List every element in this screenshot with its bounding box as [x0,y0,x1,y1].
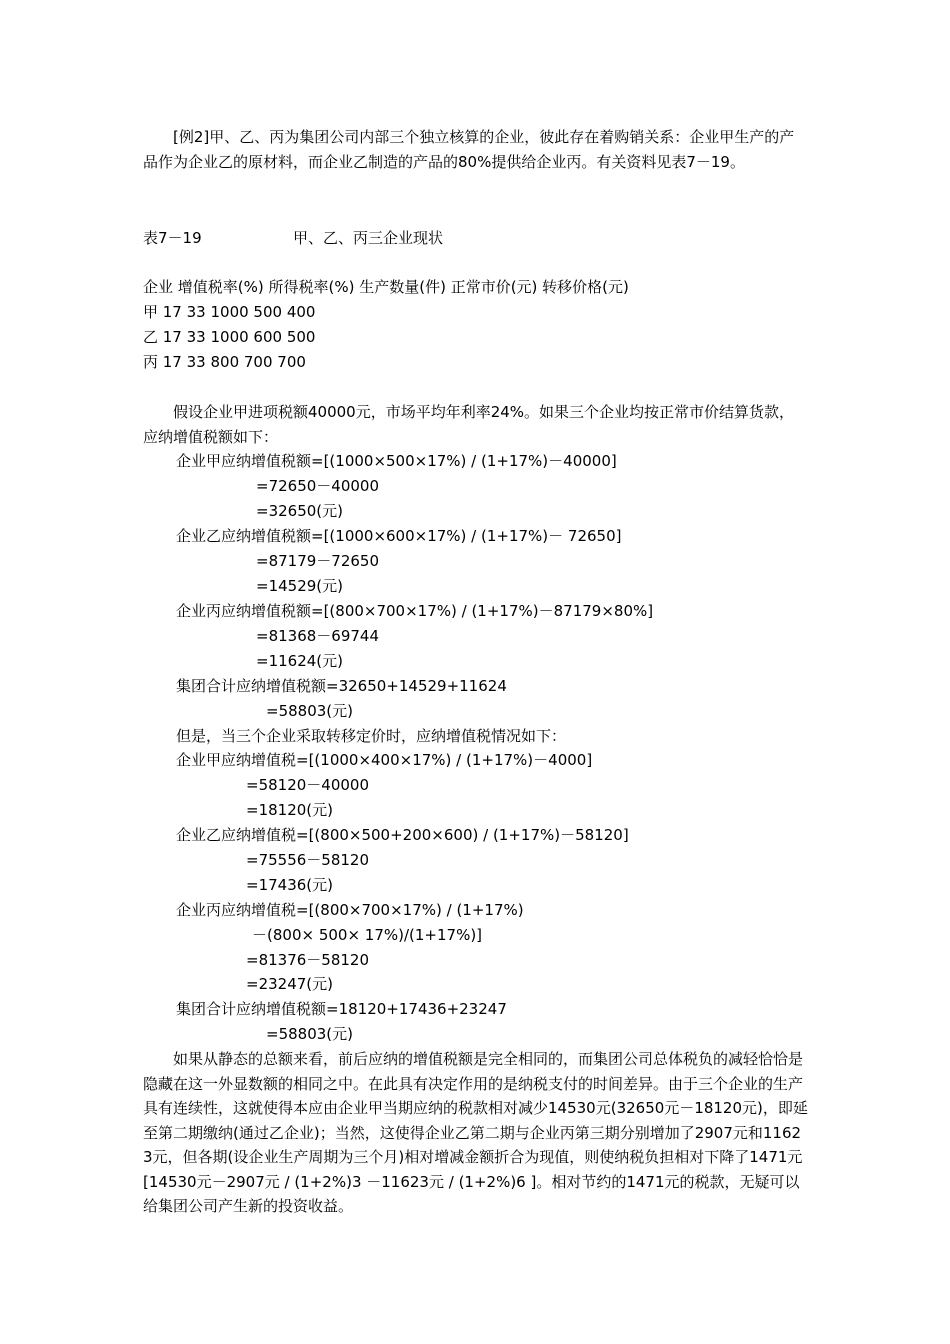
calc-line: =18120(元) [246,801,333,819]
conclusion-paragraph: 如果从静态的总额来看，前后应纳的增值税额是完全相同的，而集团公司总体税负的减轻恰恰是隐藏在这一外显数额的相同之中。在此具有决定作用的是纳税支付的时间差异。由于三个企业的生产具有连续性，这就使得本应由企业甲当期应纳的税款相对减少14530元(32650元－18120元)，即延至第二期缴纳(通过乙企业)；当然，这使得企业乙第二期与企业丙第三期分别增加了2907元和11623元，但各期(设企业生产周期为三个月)相对增减金额折合为现值，则使纳税负担相对下降了1471元[14530元－2907元 / (1+2%)3 －11623元 / (1+2%)6 ]。相对节约的1471元的税款，无疑可以给集团公司产生新的投资收益。 [143,1050,808,1215]
assumption-paragraph: 假设企业甲进项税额40000元，市场平均年利率24%。如果三个企业均按正常市价结算货款，应纳增值税额如下： [143,403,795,446]
calc-line: =58803(元) [266,702,353,720]
calc-line: =14529(元) [256,577,343,595]
calc-line: =72650－40000 [256,477,380,495]
calc-line: 集团合计应纳增值税额=18120+17436+23247 [176,1000,507,1018]
calc-line: =75556－58120 [246,851,370,869]
table-caption: 甲、乙、丙三企业现状 [293,229,444,247]
calc-line: =81376－58120 [246,951,370,969]
calc-line: =87179－72650 [256,552,380,570]
table-row: 丙 17 33 800 700 700 [143,353,306,371]
table-header: 企业 增值税率(%) 所得税率(%) 生产数量(件) 正常市价(元) 转移价格(元) [143,278,629,296]
calc-line: =32650(元) [256,502,343,520]
calc-line: =23247(元) [246,975,333,993]
calc-line: 企业甲应纳增值税=[(1000×400×17%) / (1+17%)－4000] [176,751,593,769]
calc-line: 企业乙应纳增值税=[(800×500+200×600) / (1+17%)－58120] [176,826,629,844]
table-row: 甲 17 33 1000 500 400 [143,303,316,321]
calc-line: 企业丙应纳增值税额=[(800×700×17%) / (1+17%)－87179×80%] [176,602,654,620]
calc-line: 企业甲应纳增值税额=[(1000×500×17%) / (1+17%)－40000] [176,452,617,470]
calc-line: =17436(元) [246,876,333,894]
calc-line: =11624(元) [256,652,343,670]
calc-line: =81368－69744 [256,627,380,645]
table-row: 乙 17 33 1000 600 500 [143,328,316,346]
calc-line: 企业丙应纳增值税=[(800×700×17%) / (1+17%) [176,901,524,919]
intro-paragraph: [例2]甲、乙、丙为集团公司内部三个独立核算的企业，彼此存在着购销关系：企业甲生产的产品作为企业乙的原材料，而企业乙制造的产品的80%提供给企业丙。有关资料见表7－19。 [143,128,795,171]
calc-line: =58803(元) [266,1025,353,1043]
table-label: 表7－19 [143,229,202,247]
calc-line: 集团合计应纳增值税额=32650+14529+11624 [176,677,507,695]
calc-line: 企业乙应纳增值税额=[(1000×600×17%) / (1+17%)－ 72650] [176,527,622,545]
transition-line: 但是，当三个企业采取转移定价时，应纳增值税情况如下： [176,727,567,745]
calc-line: －(800× 500× 17%)/(1+17%)] [252,926,483,944]
calc-line: =58120－40000 [246,776,370,794]
